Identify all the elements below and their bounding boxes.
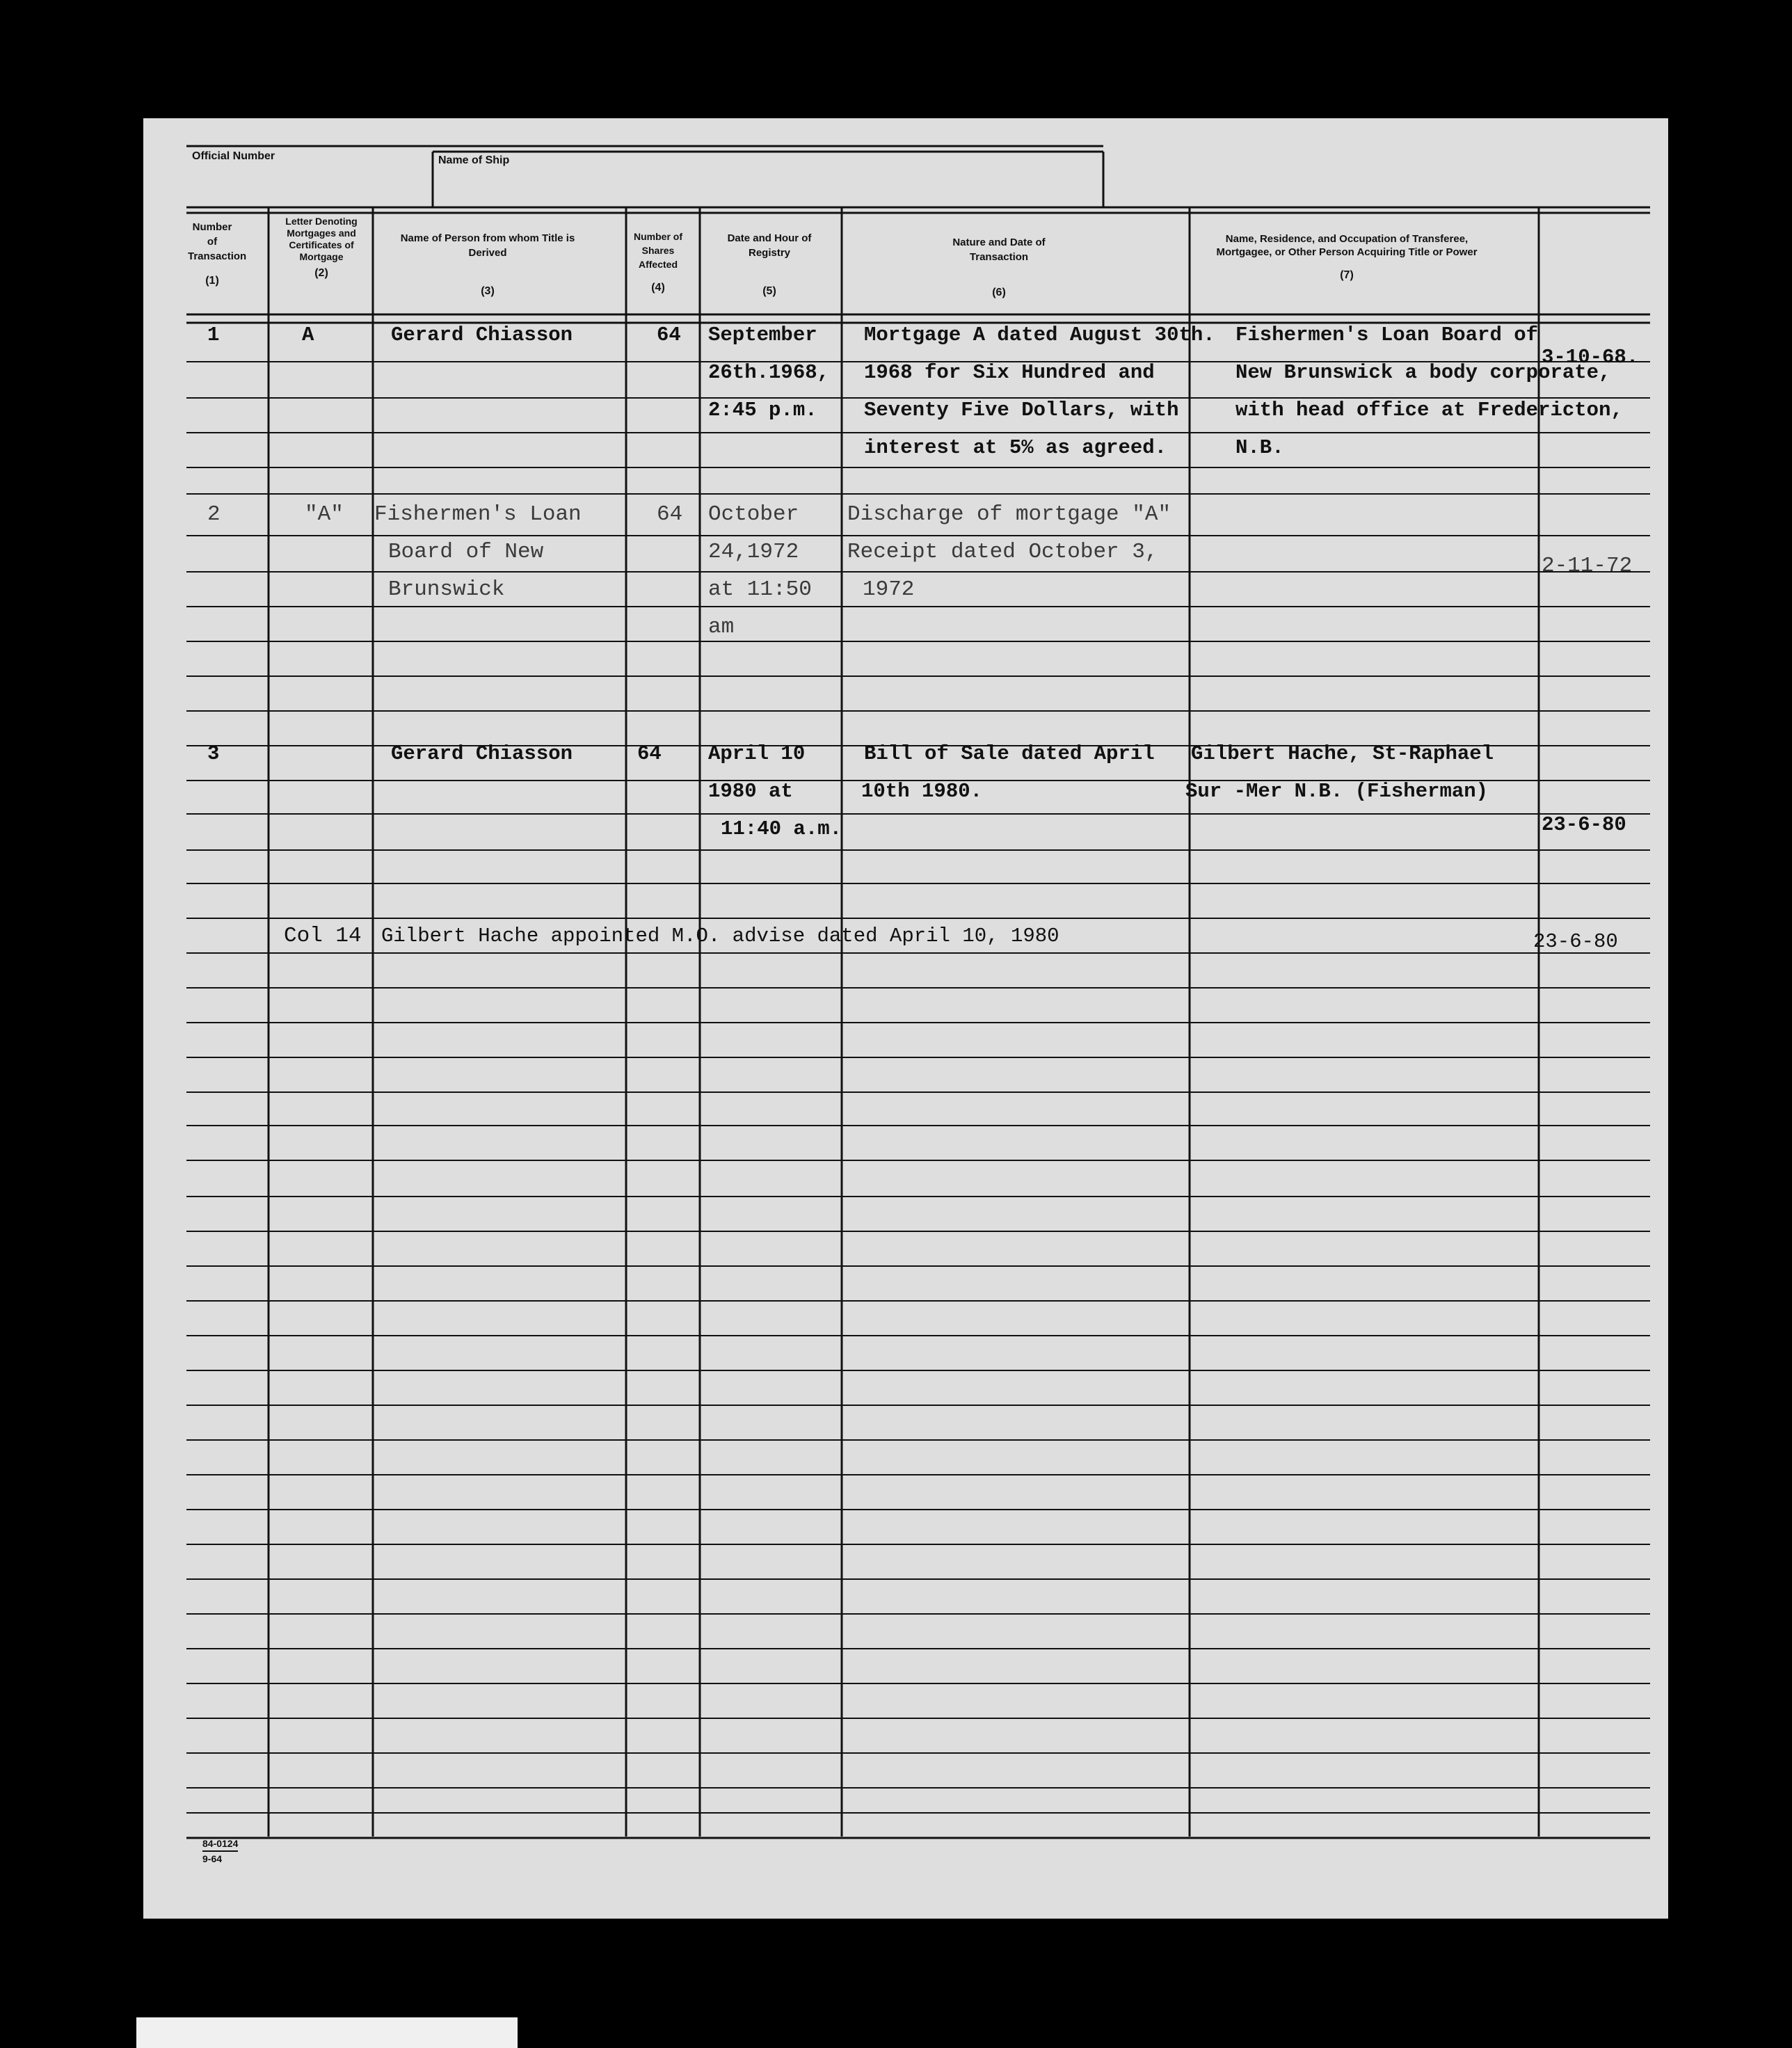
note-entry-date: 23-6-80 (1533, 930, 1618, 953)
column-header-shares (622, 230, 694, 295)
form-code-number: 84-0124 (202, 1837, 238, 1852)
registry-date-line: 1980 at (708, 780, 793, 803)
mortgage-letter: "A" (305, 502, 344, 527)
entry-date: 3-10-68. (1542, 346, 1639, 369)
registry-date-line: 26th.1968, (708, 361, 830, 384)
shares-affected: 64 (657, 502, 683, 527)
column-header-num: (5) (762, 285, 776, 297)
column-header-num: (7) (1340, 269, 1354, 281)
entry-date: 23-6-80 (1542, 813, 1626, 836)
note-ref: Col 14 (284, 924, 362, 948)
acquirer-line: Gilbert Hache, St-Raphael (1191, 742, 1494, 765)
column-header-num: (1) (205, 275, 219, 287)
transaction-number: 1 (207, 323, 220, 346)
registry-date-line: October (708, 502, 799, 527)
acquirer-line: New Brunswick a body corporate, (1235, 361, 1611, 384)
acquirer-line: with head office at Fredericton, (1235, 399, 1623, 422)
transaction-nature-line: 10th 1980. (861, 780, 983, 803)
column-header-num: (3) (481, 285, 495, 297)
note-text: Gilbert Hache appointed M.O. advise dated April 10, 1980 (381, 925, 1059, 947)
transaction-nature-line: interest at 5% as agreed. (864, 436, 1167, 459)
column-header-label: Name, Residence, and Occupation of Transferee, Mortgagee, or Other Person Acquiring Title or Power (1216, 233, 1478, 258)
mortgage-letter: A (302, 323, 314, 346)
column-header-registry (707, 231, 832, 298)
column-header-num: (6) (992, 287, 1006, 298)
transaction-nature-line: Discharge of mortgage "A" (847, 502, 1171, 527)
column-header-label: Number of Transaction (188, 221, 247, 262)
registry-date-line: 2:45 p.m. (708, 399, 817, 422)
acquirer-line: Sur -Mer N.B. (Fisherman) (1185, 780, 1489, 803)
column-header-label: Letter Denoting Mortgages and Certificates of Mortgage (285, 216, 358, 262)
column-header-label: Nature and Date of Transaction (952, 237, 1046, 263)
transaction-nature-line: 1972 (863, 577, 915, 602)
registry-date-line: at 11:50 (708, 577, 812, 602)
shares-affected: 64 (637, 742, 662, 765)
column-header-label: Number of Shares Affected (634, 231, 682, 270)
title-from-line: Gerard Chiasson (391, 323, 573, 346)
title-from-line: Brunswick (388, 577, 505, 602)
registry-date-line: 24,1972 (708, 540, 799, 564)
name-of-ship-label: Name of Ship (438, 154, 510, 166)
column-header-num: (4) (651, 282, 665, 294)
column-header-acquirer (1215, 232, 1479, 282)
column-header-nature (922, 235, 1075, 300)
registry-date-line: September (708, 323, 817, 346)
column-header-label: Date and Hour of Registry (727, 232, 812, 259)
transaction-nature-line: 1968 for Six Hundred and (864, 361, 1155, 384)
title-from-line: Board of New (388, 540, 544, 564)
registry-date-line: am (708, 615, 735, 639)
transaction-number: 3 (207, 742, 220, 765)
column-header-number (188, 220, 247, 288)
title-from-line: Gerard Chiasson (391, 742, 573, 765)
official-number-label: Official Number (192, 150, 275, 162)
entry-date: 2-11-72 (1542, 554, 1633, 578)
form-code (202, 1837, 238, 1866)
acquirer-line: N.B. (1235, 436, 1284, 459)
transaction-number: 2 (207, 502, 221, 527)
transaction-nature-line: Mortgage A dated August 30th. (864, 323, 1215, 346)
registry-date-line: 11:40 a.m. (721, 817, 842, 840)
transaction-nature-line: Receipt dated October 3, (847, 540, 1158, 564)
registry-date-line: April 10 (708, 742, 806, 765)
register-sheet (143, 118, 1668, 1919)
form-code-date: 9-64 (202, 1853, 223, 1864)
column-header-num: (2) (314, 267, 328, 279)
title-from-line: Fishermen's Loan (374, 502, 582, 527)
acquirer-line: Fishermen's Loan Board of (1235, 323, 1539, 346)
column-header-letter (273, 216, 370, 279)
transaction-nature-line: Bill of Sale dated April (864, 742, 1155, 765)
film-edge-strip (136, 2017, 518, 2048)
column-header-label: Name of Person from whom Title is Derived (400, 232, 575, 259)
transaction-nature-line: Seventy Five Dollars, with (864, 399, 1179, 422)
column-header-from (394, 231, 582, 298)
shares-affected: 64 (657, 323, 681, 346)
